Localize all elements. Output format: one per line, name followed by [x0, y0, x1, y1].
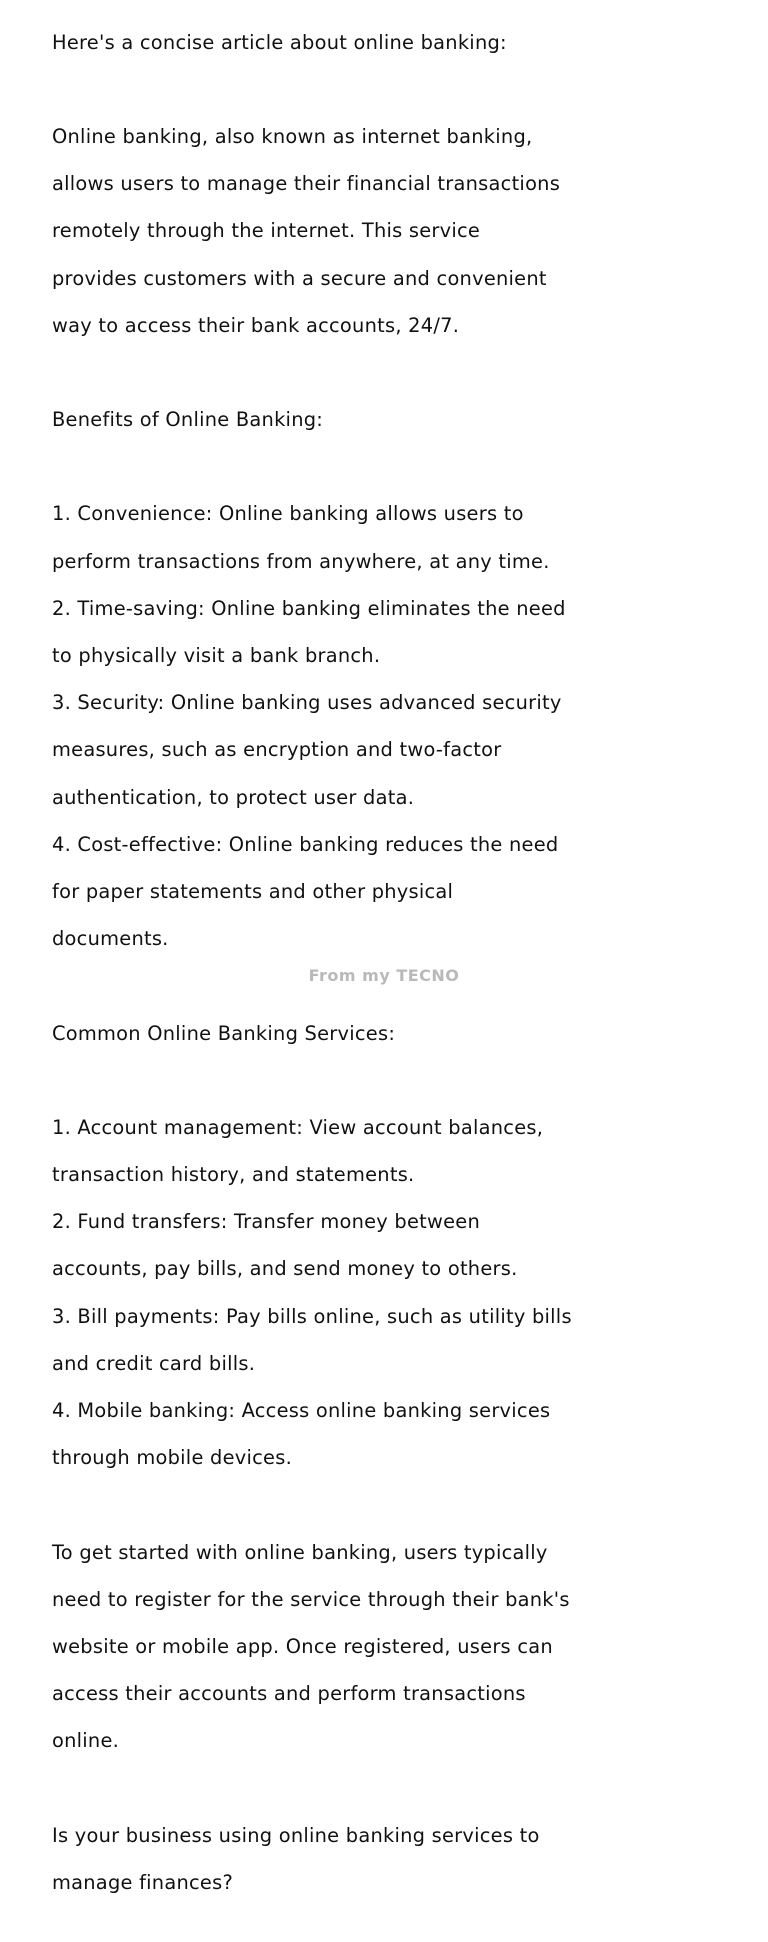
- list-item: through mobile devices.: [52, 1446, 292, 1470]
- section-heading: Benefits of Online Banking:: [52, 408, 324, 432]
- list-item: authentication, to protect user data.: [52, 785, 415, 809]
- paragraph-line: website or mobile app. Once registered, users can: [52, 1634, 553, 1658]
- paragraph-line: access their accounts and perform transactions: [52, 1682, 526, 1706]
- intro-text: Here's a concise article about online banking:: [52, 30, 507, 54]
- paragraph-line: online.: [52, 1729, 120, 1753]
- paragraph-line: way to access their bank accounts, 24/7.: [52, 313, 460, 337]
- section-heading: Common Online Banking Services:: [52, 1021, 396, 1045]
- paragraph-getting-started: [52, 1517, 742, 1777]
- paragraph-line: allows users to manage their financial transactions: [52, 172, 561, 196]
- benefits-heading: [52, 385, 742, 456]
- list-item: to physically visit a bank branch.: [52, 644, 381, 668]
- list-item: 2. Fund transfers: Transfer money between: [52, 1210, 481, 1234]
- list-item: for paper statements and other physical: [52, 879, 454, 903]
- list-item: and credit card bills.: [52, 1351, 256, 1375]
- paragraph-line: To get started with online banking, users typically: [52, 1540, 548, 1564]
- list-item: accounts, pay bills, and send money to others.: [52, 1257, 518, 1281]
- paragraph-line: Online banking, also known as internet banking,: [52, 124, 533, 148]
- list-item: 1. Account management: View account balances,: [52, 1115, 544, 1139]
- list-item: perform transactions from anywhere, at any time.: [52, 549, 550, 573]
- paragraph-line: Is your business using online banking services to: [52, 1823, 540, 1847]
- list-item: measures, such as encryption and two-factor: [52, 738, 502, 762]
- paragraph-line: remotely through the internet. This service: [52, 219, 481, 243]
- services-list: [52, 1092, 742, 1493]
- paragraph-line: manage finances?: [52, 1870, 234, 1894]
- list-item: 4. Cost-effective: Online banking reduces the need: [52, 832, 559, 856]
- paragraph-line: need to register for the service through their bank's: [52, 1587, 570, 1611]
- paragraph-definition: [52, 101, 742, 361]
- list-item: 2. Time-saving: Online banking eliminates the need: [52, 596, 566, 620]
- paragraph-line: provides customers with a secure and convenient: [52, 266, 547, 290]
- intro-line: [52, 7, 742, 78]
- list-item: transaction history, and statements.: [52, 1163, 415, 1187]
- list-item: documents.: [52, 927, 169, 951]
- list-item: 3. Security: Online banking uses advanced security: [52, 691, 562, 715]
- closing-question: [52, 1800, 742, 1918]
- list-item: 3. Bill payments: Pay bills online, such as utility bills: [52, 1304, 572, 1328]
- services-heading: [52, 998, 742, 1069]
- list-item: 4. Mobile banking: Access online banking services: [52, 1399, 551, 1423]
- list-item: 1. Convenience: Online banking allows users to: [52, 502, 524, 526]
- device-watermark: From my TECNO: [308, 966, 460, 985]
- benefits-list: [52, 479, 742, 974]
